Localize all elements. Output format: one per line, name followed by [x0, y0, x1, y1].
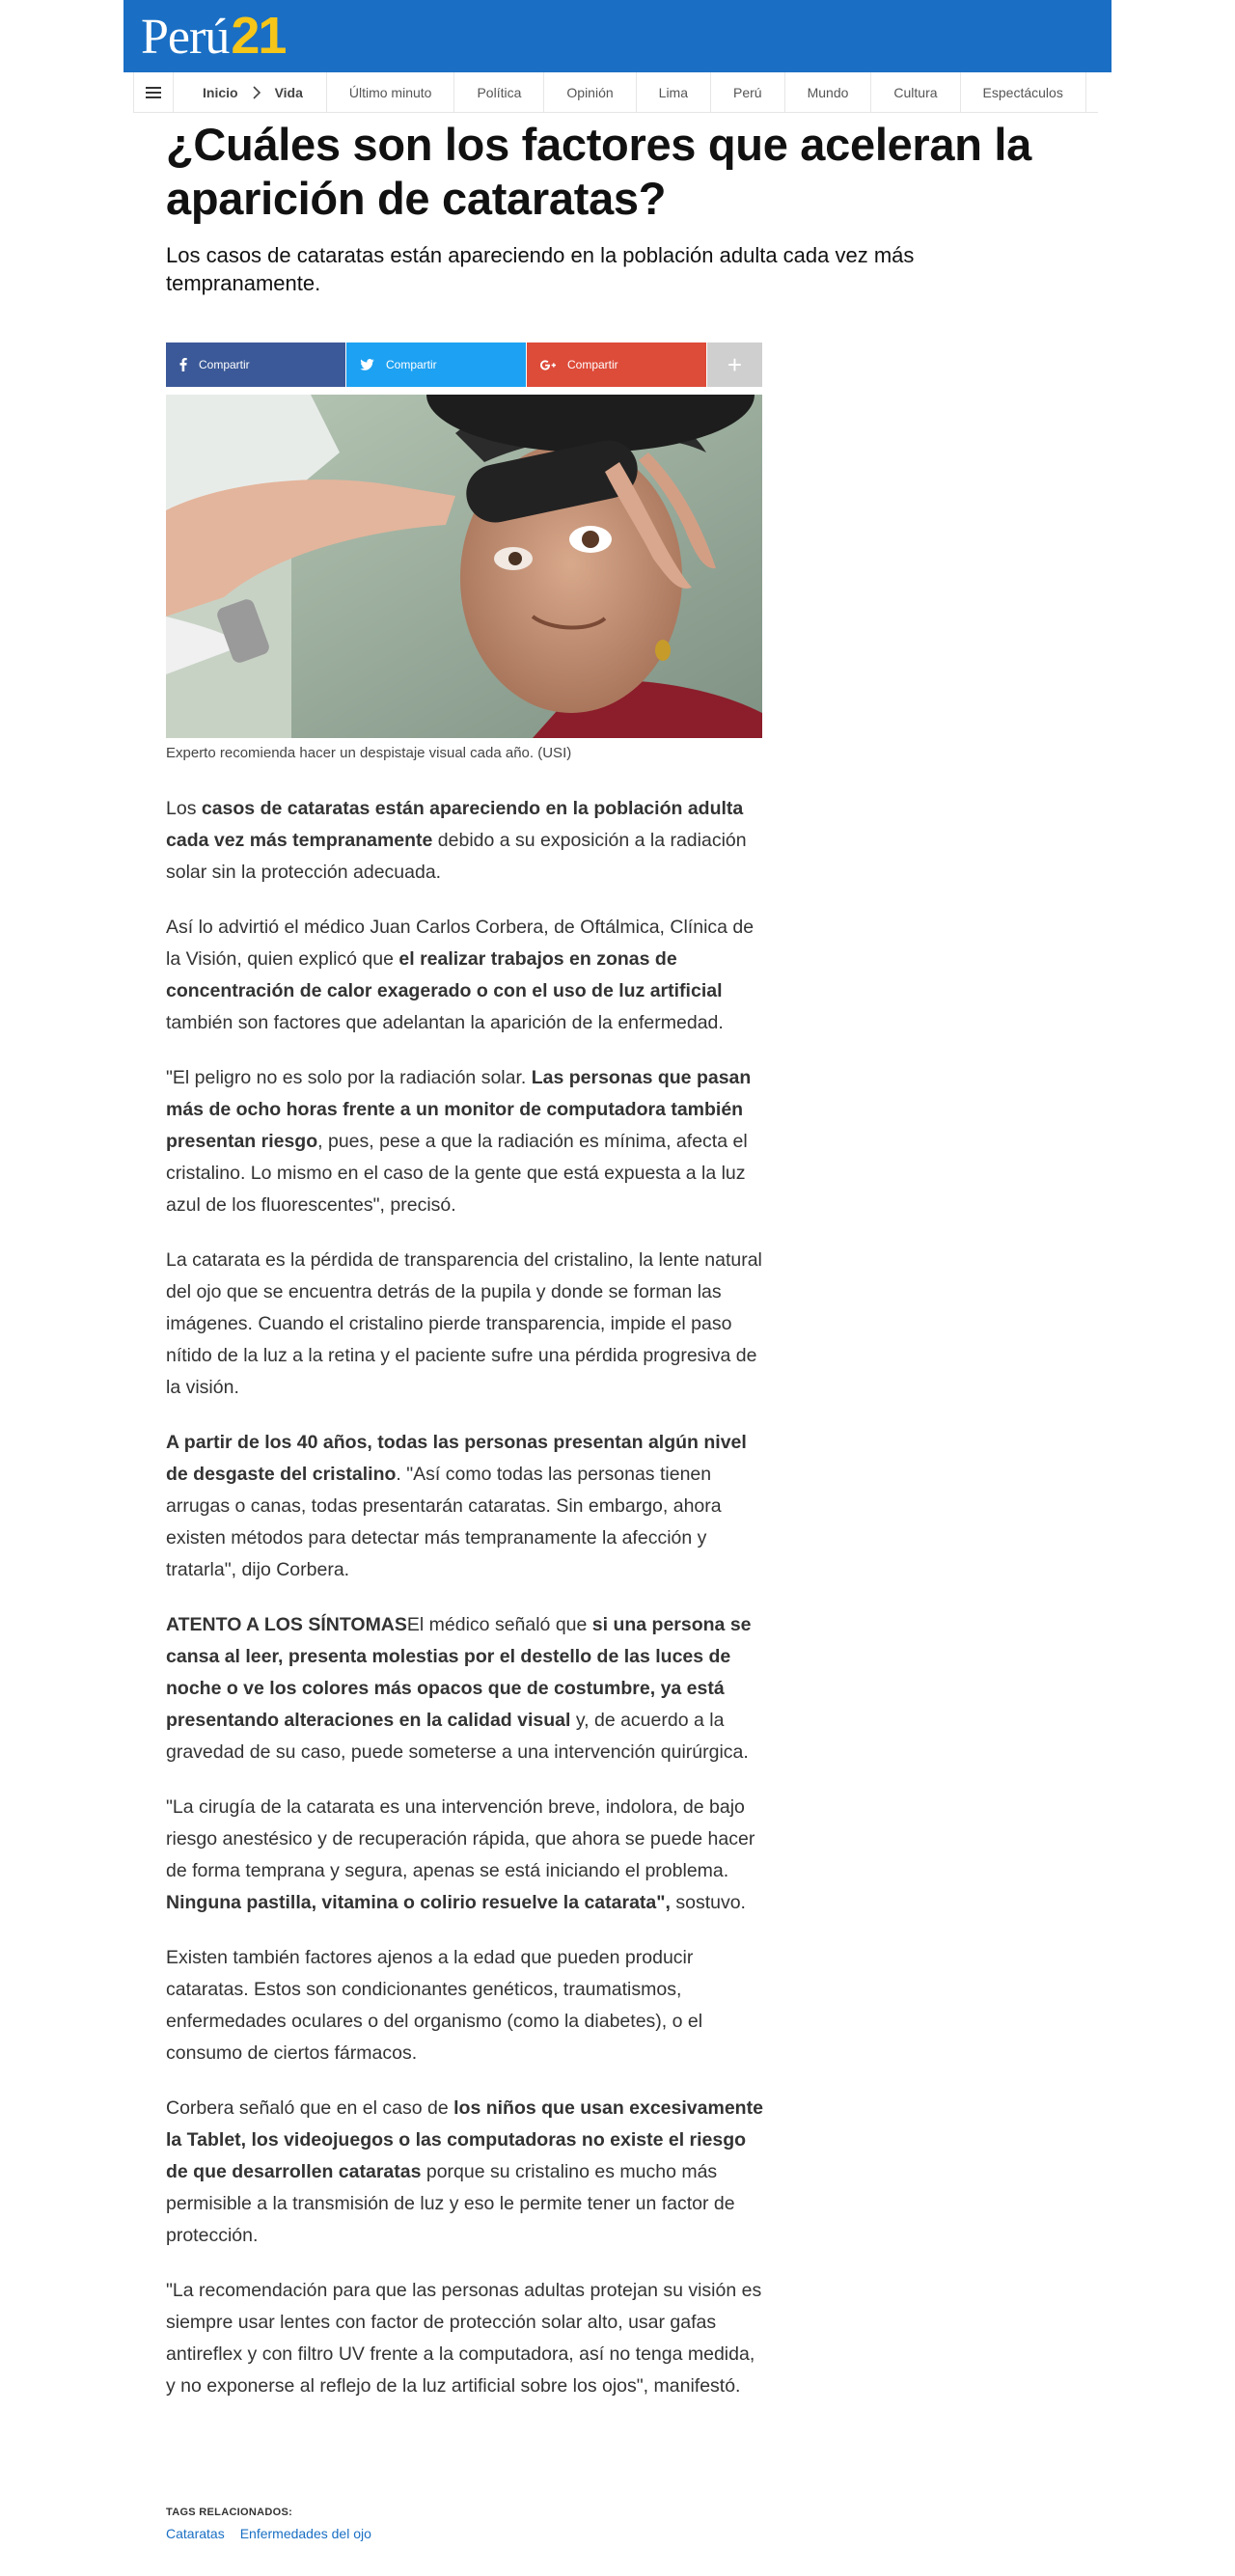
- hamburger-icon: [146, 86, 161, 99]
- article-photo: [166, 395, 762, 738]
- site-header: [124, 0, 1112, 72]
- main-nav: [133, 72, 1098, 113]
- site-logo[interactable]: [141, 8, 285, 64]
- article-paragraph: A partir de los 40 años, todas las personas presentan algún nivel de desgaste del cristalino. "Así como todas las personas tienen arrugas o canas, todas presentarán cataratas. Sin embargo, ahora existen métodos para detectar más tempranamente la afección y tratarla", dijo Corbera.: [166, 1432, 747, 1580]
- article-title: ¿Cuáles son los factores que aceleran la aparición de cataratas?: [166, 119, 1032, 224]
- share-bar: [166, 343, 762, 387]
- share-twitter-label: Compartir: [386, 358, 437, 371]
- share-facebook-button[interactable]: [166, 343, 345, 387]
- tag-link-enfermedades-del-ojo[interactable]: Enfermedades del ojo: [239, 2526, 371, 2541]
- nav-item-peru[interactable]: Perú: [711, 72, 785, 113]
- article-paragraph: Así lo advirtió el médico Juan Carlos Corbera, de Oftálmica, Clínica de la Visión, quien explicó que el realizar trabajos en zonas de concentración de calor exagerado o con el uso de luz artificial también son factores que adelantan la aparición de la enfermedad.: [166, 917, 755, 1033]
- photo-illustration: [166, 395, 762, 738]
- google-plus-icon: [540, 360, 556, 370]
- share-google-button[interactable]: [527, 343, 706, 387]
- photo-caption: Experto recomienda hacer un despistaje visual cada año. (USI): [166, 745, 572, 761]
- tags-list: [166, 2526, 371, 2541]
- share-facebook-label: Compartir: [199, 358, 250, 371]
- nav-item-politica[interactable]: Política: [454, 72, 544, 113]
- share-google-label: Compartir: [567, 358, 618, 371]
- article-paragraph: "El peligro no es solo por la radiación solar. Las personas que pasan más de ocho horas frente a un monitor de computadora también presentan riesgo, pues, pese a que la radiación es mínima, afecta el cristalino. Lo mismo en el caso de la gente que está expuesta a la luz azul de los fluorescentes", precisó.: [166, 1067, 752, 1216]
- article-paragraph: "La cirugía de la catarata es una intervención breve, indolora, de bajo riesgo anestésico y de recuperación rápida, que ahora se puede hacer de forma temprana y segura, apenas se está iniciando el problema. Ninguna pastilla, vitamina o colirio resuelve la catarata", sostuvo.: [166, 1796, 755, 1913]
- logo-text-21: 21: [231, 7, 286, 65]
- article-paragraph: "La recomendación para que las personas adultas protejan su visión es siempre usar lentes con factor de protección solar alto, usar gafas antireflex y con filtro UV frente a la computadora, así no tenga medida, y no exponerse al reflejo de la luz artificial sobre los ojos", manifestó.: [166, 2280, 762, 2397]
- article-paragraph: Existen también factores ajenos a la edad que pueden producir cataratas. Estos son condicionantes genéticos, traumatismos, enfermedades oculares o del organismo (como la diabetes), o el consumo de ciertos fármacos.: [166, 1947, 703, 2064]
- nav-item-espectaculos[interactable]: Espectáculos: [961, 72, 1086, 113]
- hamburger-menu-button[interactable]: [133, 72, 174, 113]
- breadcrumb: [174, 72, 327, 113]
- nav-item-opinion[interactable]: Opinión: [544, 72, 636, 113]
- nav-item-cultura[interactable]: Cultura: [871, 72, 960, 113]
- facebook-icon: [179, 358, 187, 371]
- breadcrumb-section[interactable]: Vida: [274, 84, 303, 100]
- nav-item-lima[interactable]: Lima: [637, 72, 711, 113]
- nav-item-ultimo-minuto[interactable]: Último minuto: [327, 72, 455, 113]
- chevron-right-icon: [250, 86, 263, 99]
- article-subtitle: Los casos de cataratas están apareciendo en la población adulta cada vez más tempranamente.: [166, 243, 915, 295]
- nav-item-mundo[interactable]: Mundo: [785, 72, 872, 113]
- share-more-button[interactable]: +: [707, 343, 762, 387]
- article-paragraph: Los casos de cataratas están apareciendo en la población adulta cada vez más tempranamente debido a su exposición a la radiación solar sin la protección adecuada.: [166, 798, 747, 883]
- breadcrumb-home[interactable]: Inicio: [203, 84, 238, 100]
- article-paragraph: Corbera señaló que en el caso de los niños que usan excesivamente la Tablet, los videojuegos o las computadoras no existe el riesgo de que desarrollen cataratas porque su cristalino es mucho más permisible a la transmisión de luz y eso le permite tener un factor de protección.: [166, 2097, 763, 2246]
- article-paragraph: La catarata es la pérdida de transparencia del cristalino, la lente natural del ojo que se encuentra detrás de la pupila y donde se forman las imágenes. Cuando el cristalino pierde transparencia, impide el paso nítido de la luz a la retina y el paciente sufre una pérdida progresiva de la visión.: [166, 1249, 762, 1398]
- article-paragraph: ATENTO A LOS SÍNTOMASEl médico señaló que si una persona se cansa al leer, presenta molestias por el destello de las luces de noche o ve los colores más opacos que de costumbre, ya está presentando alteraciones en la calidad visual y, de acuerdo a la gravedad de su caso, puede someterse a una intervención quirúrgica.: [166, 1614, 752, 1763]
- article-body: [166, 793, 764, 2425]
- share-twitter-button[interactable]: [346, 343, 526, 387]
- twitter-icon: [360, 359, 374, 370]
- tag-link-cataratas[interactable]: Cataratas: [166, 2526, 225, 2541]
- tags-title: TAGS RELACIONADOS:: [166, 2507, 293, 2518]
- logo-text-peru: Perú: [141, 10, 230, 65]
